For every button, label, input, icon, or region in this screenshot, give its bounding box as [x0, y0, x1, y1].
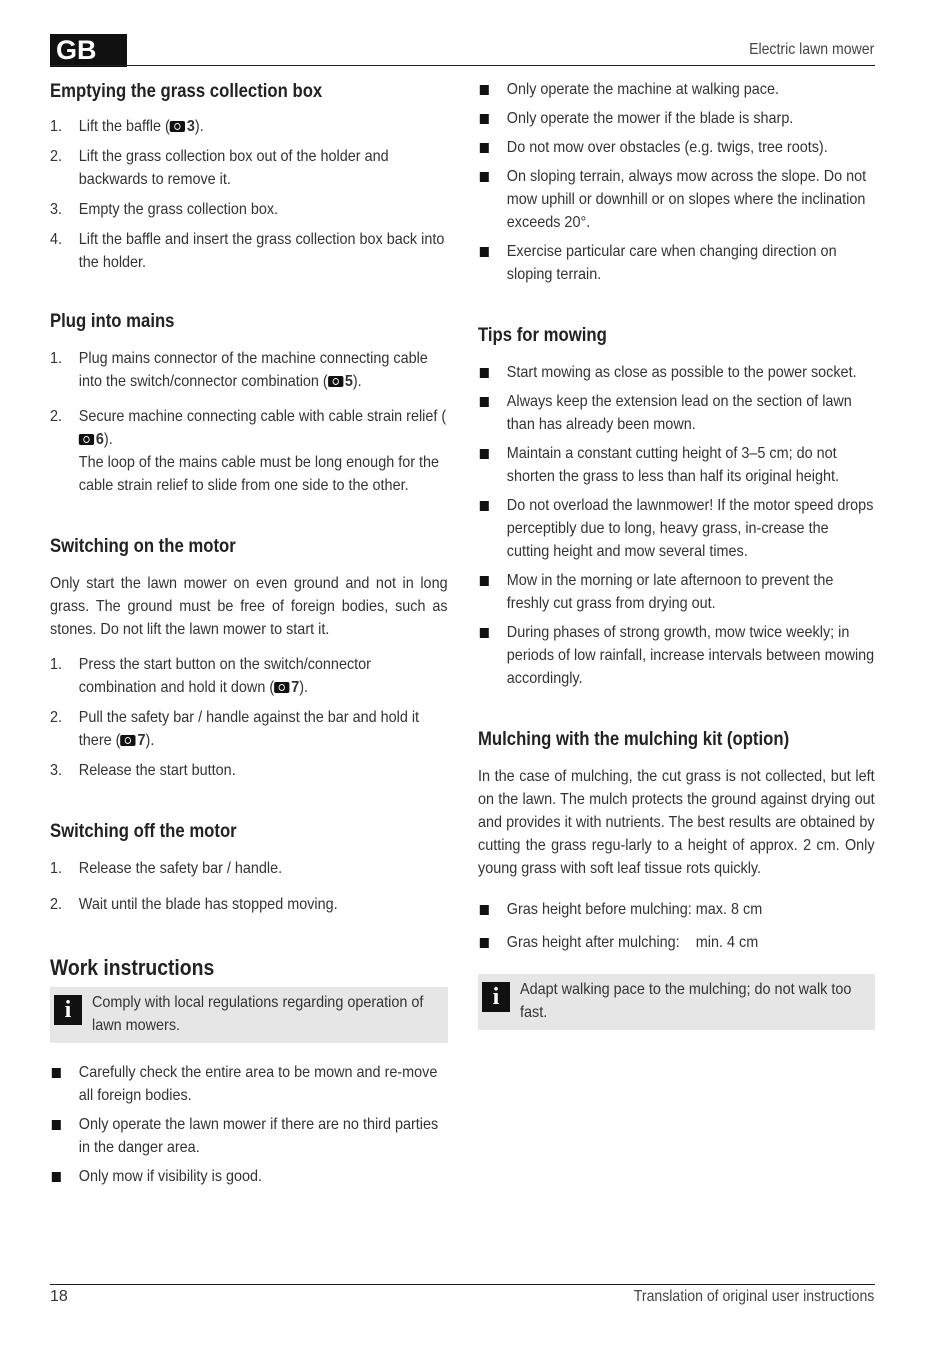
bullet-icon	[480, 114, 489, 124]
bullet-icon	[480, 143, 489, 153]
heading-switch-off: Switching off the motor	[50, 821, 237, 842]
heading-mulching: Mulching with the mulching kit (option)	[478, 729, 790, 750]
heading-switch-on: Switching on the motor	[50, 536, 236, 557]
camera-icon	[170, 121, 185, 132]
bullet-icon	[480, 938, 489, 948]
list-item: Always keep the extension lead on the section of lawn than has already been mown.	[478, 390, 875, 436]
bullet-icon	[480, 501, 489, 511]
bullet-icon	[52, 1172, 61, 1182]
list-item: Only operate the lawn mower if there are no third parties in the danger area.	[50, 1113, 448, 1159]
heading-tips: Tips for mowing	[478, 325, 607, 346]
list-item: 2. Lift the grass collection box out of the holder and backwards to remove it.	[50, 148, 389, 188]
list-item: Maintain a constant cutting height of 3–5 cm; do not shorten the grass to less than half its original height.	[478, 442, 875, 488]
bullet-icon	[480, 905, 489, 915]
list-item: 1. Lift the baffle ( 3).	[50, 118, 204, 135]
info-icon: i	[54, 995, 82, 1025]
info-box-regulations: i Comply with local regulations regarding operation of lawn mowers.	[50, 987, 448, 1043]
emptying-steps	[50, 115, 448, 274]
bullet-icon	[480, 247, 489, 257]
page-number: 18	[50, 1288, 68, 1305]
bullet-icon	[52, 1068, 61, 1078]
list-item: On sloping terrain, always mow across the slope. Do not mow uphill or downhill or on slopes where the inclination exceeds 20°.	[478, 165, 875, 234]
info-icon: i	[482, 982, 510, 1012]
bullet-icon	[480, 576, 489, 586]
heading-work-instructions: Work instructions	[50, 955, 215, 980]
bullet-icon	[480, 628, 489, 638]
switch-off-steps	[50, 857, 448, 916]
switch-on-intro: Only start the lawn mower on even ground and not in long grass. The ground must be free of foreign bodies, such as stones. Do not lift the lawn mower to start it.	[50, 575, 448, 638]
right-column	[478, 78, 875, 1030]
camera-icon	[274, 682, 289, 693]
language-badge: GB	[50, 34, 127, 67]
heading-emptying: Emptying the grass collection box	[50, 81, 323, 102]
list-item: Do not overload the lawnmower! If the motor speed drops perceptibly due to long, heavy grass, in-crease the cutting height and mow several times.	[478, 494, 875, 563]
list-item: Only mow if visibility is good.	[50, 1165, 448, 1188]
bullet-icon	[480, 85, 489, 95]
bullet-icon	[480, 397, 489, 407]
list-item: Carefully check the entire area to be mown and re-move all foreign bodies.	[50, 1061, 448, 1107]
mulching-paragraph: In the case of mulching, the cut grass is not collected, but left on the lawn. The mulch protects the ground against drying out and provides it with nutrients. The best results are obtained by cutting the grass regu-larly to a height of approx. 2 cm. Only young grass with soft leaf tissue rots quickly.	[478, 768, 875, 877]
bullet-icon	[480, 172, 489, 182]
work-bullets-right	[478, 78, 875, 286]
footer-note: Translation of original user instructions	[633, 1288, 874, 1305]
list-item: 2. Wait until the blade has stopped moving.	[50, 896, 338, 913]
list-item: Gras height before mulching: max. 8 cm	[478, 898, 875, 921]
list-item: Only operate the mower if the blade is sharp.	[478, 107, 875, 130]
list-item: 3. Empty the grass collection box.	[50, 201, 279, 218]
header-title: Electric lawn mower	[748, 41, 874, 58]
bullet-icon	[480, 368, 489, 378]
bullet-icon	[480, 449, 489, 459]
tips-bullets	[478, 361, 875, 690]
camera-icon	[328, 376, 343, 387]
list-item: Only operate the machine at walking pace.	[478, 78, 875, 101]
list-item: Mow in the morning or late afternoon to prevent the freshly cut grass from drying out.	[478, 569, 875, 615]
list-item: During phases of strong growth, mow twice weekly; in periods of low rainfall, increase intervals between mowing accordingly.	[478, 621, 875, 690]
list-item: 1. Press the start button on the switch/connector combination and hold it down ( 7).	[50, 656, 371, 696]
list-item: Do not mow over obstacles (e.g. twigs, tree roots).	[478, 136, 875, 159]
list-item: 1. Release the safety bar / handle.	[50, 860, 283, 877]
list-item: 4. Lift the baffle and insert the grass collection box back into the holder.	[50, 231, 445, 271]
left-column	[50, 78, 448, 1194]
list-item: Start mowing as close as possible to the power socket.	[478, 361, 875, 384]
list-item: 3. Release the start button.	[50, 762, 236, 779]
work-bullets-left	[50, 1061, 448, 1188]
list-item: Gras height after mulching: min. 4 cm	[478, 931, 875, 954]
heading-plug: Plug into mains	[50, 311, 175, 332]
camera-icon	[79, 434, 94, 445]
list-item: 2. Secure machine connecting cable with cable strain relief (6). The loop of the mains cable must be long enough for the cable strain relief to slide from one side to the other.	[50, 408, 447, 494]
list-item: 1. Plug mains connector of the machine connecting cable into the switch/connector combination ( 5).	[50, 350, 428, 390]
footer-rule	[50, 1284, 875, 1285]
switch-on-steps	[50, 653, 448, 782]
camera-icon	[120, 735, 135, 746]
plug-steps	[50, 347, 448, 497]
list-item: Exercise particular care when changing direction on sloping terrain.	[478, 240, 875, 286]
bullet-icon	[52, 1120, 61, 1130]
info-box-mulching: i Adapt walking pace to the mulching; do not walk too fast.	[478, 974, 875, 1030]
list-item: 2. Pull the safety bar / handle against the bar and hold it there ( 7).	[50, 709, 420, 749]
mulching-heights	[478, 898, 875, 954]
header-rule	[50, 65, 875, 66]
